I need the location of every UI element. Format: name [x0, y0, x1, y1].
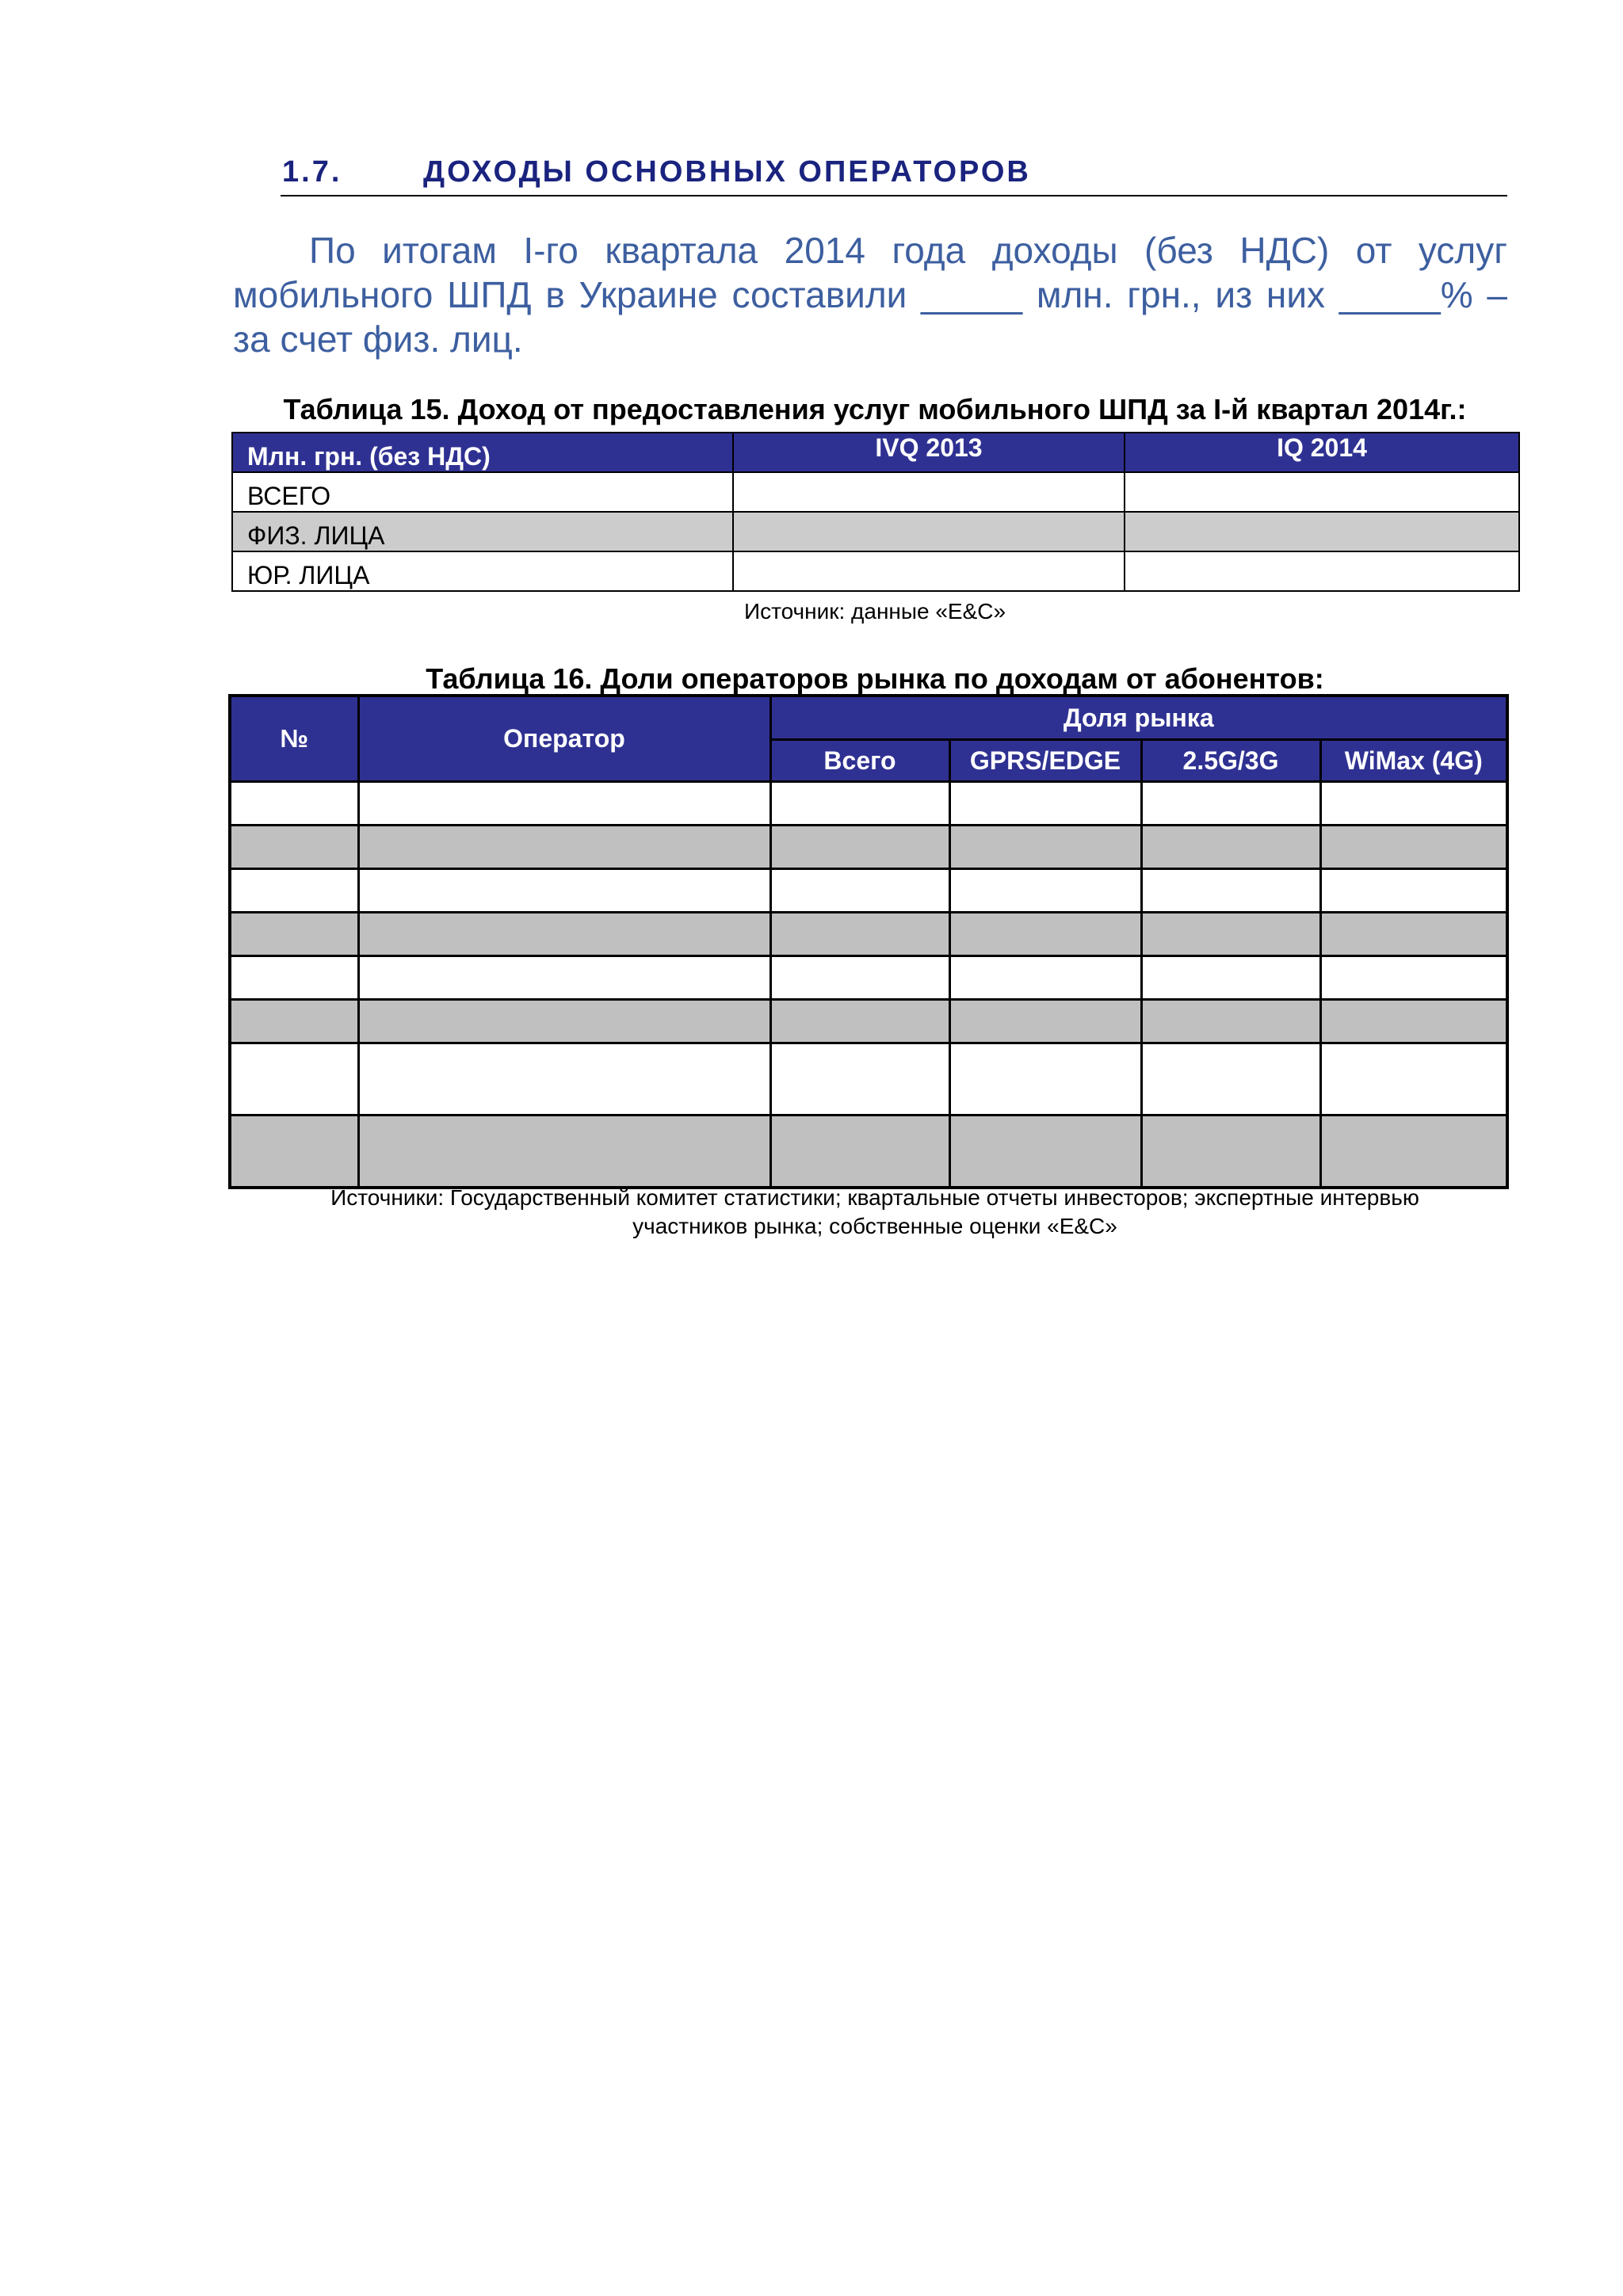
- table-row: [230, 869, 1507, 913]
- cell-individuals-ivq2013: [733, 512, 1125, 551]
- cell-legal-ivq2013: [733, 551, 1125, 591]
- header-market-share: Доля рынка: [770, 696, 1507, 740]
- cell-individuals-iq2014: [1125, 512, 1519, 551]
- header-units: Млн. грн. (без НДС): [232, 433, 733, 472]
- table16-caption: Таблица 16. Доли операторов рынка по доходам от абонентов:: [426, 662, 1324, 695]
- table-row: [232, 472, 1519, 512]
- table15-caption: Таблица 15. Доход от предоставления услуг мобильного ШПД за I-й квартал 2014г.:: [283, 393, 1467, 425]
- table-row: [230, 1116, 1507, 1188]
- table-row: [230, 913, 1507, 956]
- cell-legal-iq2014: [1125, 551, 1519, 591]
- subheader-gprs-edge: GPRS/EDGE: [949, 740, 1141, 782]
- subheader-total: Всего: [770, 740, 949, 782]
- income-table-header: [232, 433, 1519, 472]
- table-row: [230, 782, 1507, 826]
- table-row: [230, 826, 1507, 869]
- table16-source-line1: Источники: Государственный комитет статистики; квартальные отчеты инвесторов; экспертные интервью: [330, 1185, 1419, 1210]
- header-operator: Оператор: [358, 696, 770, 782]
- table16-source-line2: участников рынка; собственные оценки «E&C»: [632, 1214, 1117, 1238]
- income-table: [231, 432, 1520, 592]
- table-row: [230, 1043, 1507, 1116]
- market-share-table: [228, 694, 1509, 1189]
- header-iq2014: IQ 2014: [1125, 433, 1519, 472]
- lead-paragraph: [233, 228, 1507, 361]
- table-row: [230, 956, 1507, 1000]
- section-number: 1.7.: [282, 155, 342, 189]
- lead-text: По итогам I-го квартала 2014 года доходы (без НДС) от услуг мобильного ШПД в Украине составили _____ млн. грн., из них _____% – за счет физ. лиц.: [233, 230, 1507, 360]
- table-row: [232, 551, 1519, 591]
- subheader-2-5g-3g: 2.5G/3G: [1141, 740, 1320, 782]
- table15-source: Источник: данные «E&C»: [743, 599, 1006, 624]
- table-row: [230, 1000, 1507, 1043]
- cell-total-iq2014: [1125, 472, 1519, 512]
- subheader-wimax-4g: WiMax (4G): [1320, 740, 1507, 782]
- header-ivq2013: IVQ 2013: [733, 433, 1125, 472]
- table16-source: [231, 1184, 1518, 1241]
- table-row: [232, 512, 1519, 551]
- cell-total-ivq2013: [733, 472, 1125, 512]
- section-title: ДОХОДЫ ОСНОВНЫХ ОПЕРАТОРОВ: [423, 155, 1031, 189]
- row-label-individuals: ФИЗ. ЛИЦА: [232, 512, 733, 551]
- row-label-total: ВСЕГО: [232, 472, 733, 512]
- header-number: №: [230, 696, 358, 782]
- row-label-legal-entities: ЮР. ЛИЦА: [232, 551, 733, 591]
- section-heading: [281, 155, 1507, 196]
- market-share-header-row: [230, 696, 1507, 740]
